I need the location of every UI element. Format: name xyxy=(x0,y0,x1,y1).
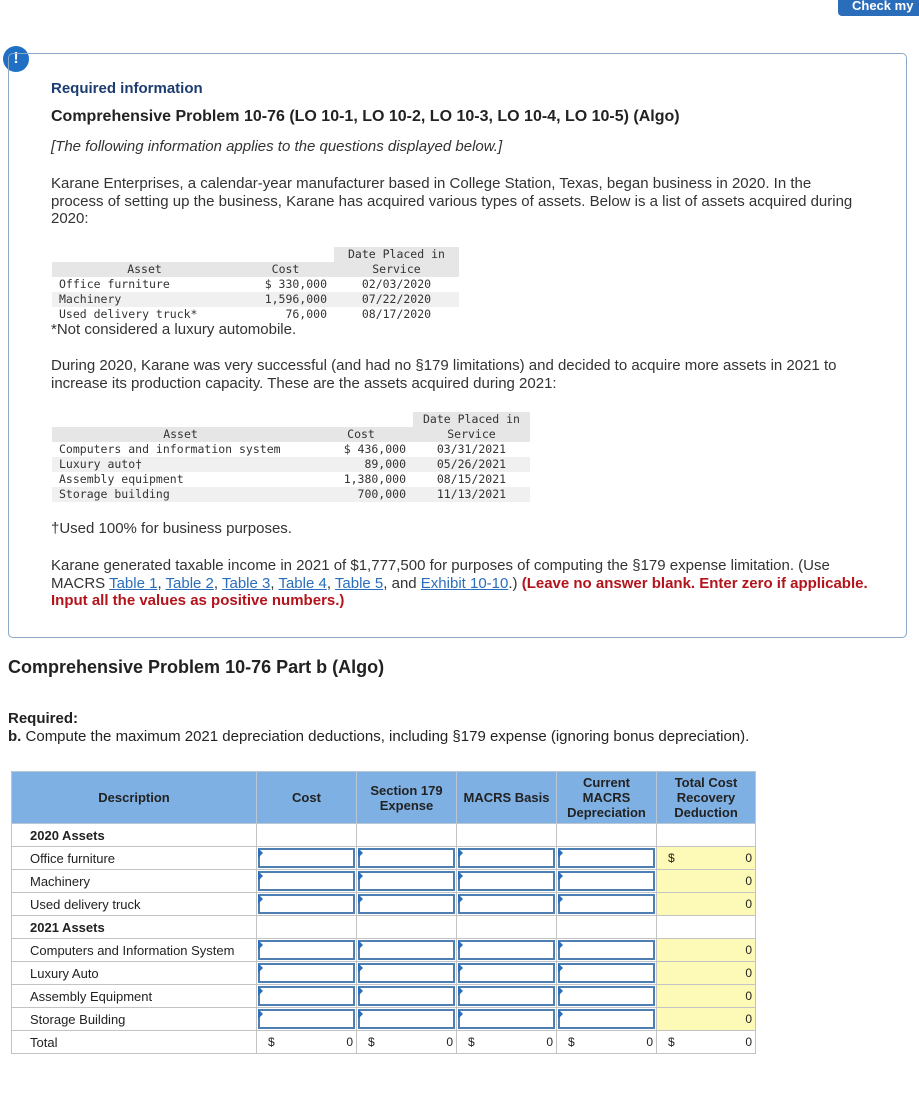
section-179-input[interactable] xyxy=(358,848,455,868)
header-cost: Cost xyxy=(257,772,357,824)
table-row xyxy=(52,442,530,457)
table-row xyxy=(52,292,459,307)
table-header-spacer xyxy=(237,247,334,262)
truck-footnote: *Not considered a luxury automobile. xyxy=(51,321,297,338)
assets-2020-table xyxy=(52,247,459,322)
cost-input[interactable] xyxy=(258,940,355,960)
table-row xyxy=(52,277,459,292)
row-label: Machinery xyxy=(12,870,257,893)
applies-note: [The following information applies to the questions displayed below.] xyxy=(51,138,503,155)
auto-footnote: †Used 100% for business purposes. xyxy=(51,520,292,537)
part-title: Comprehensive Problem 10-76 Part b (Algo) xyxy=(8,657,385,677)
instructions-paragraph: Karane generated taxable income in 2021 of $1,777,500 for purposes of computing the §179 expense limitation. (Use MACRS Table 1, Table 2, Table 3, Table 4, Table 5, and Exhibit 10-10.) (Leave no answer blank. Enter zero if applicable. Input all the values as positive numbers.) xyxy=(51,557,868,609)
macrs-basis-input[interactable] xyxy=(458,871,555,891)
table-row xyxy=(12,870,756,893)
table-header-asset: Asset xyxy=(52,262,237,277)
table-row xyxy=(12,847,756,870)
asset-cell: Computers and information system xyxy=(59,442,281,456)
problem-title: Comprehensive Problem 10-76 (LO 10-1, LO 10-2, LO 10-3, LO 10-4, LO 10-5) (Algo) xyxy=(51,108,680,125)
required-label: Required: xyxy=(8,710,79,727)
row-label: Computers and Information System xyxy=(12,939,257,962)
section-label: 2020 Assets xyxy=(12,824,257,847)
link-exhibit-10-10[interactable]: Exhibit 10-10 xyxy=(420,574,509,592)
table-row xyxy=(52,307,459,322)
total-recovery-cell: 0 xyxy=(657,893,756,916)
total-section-179-cell: $ 0 xyxy=(357,1031,457,1054)
table-row xyxy=(12,893,756,916)
table-header-asset: Asset xyxy=(52,427,309,442)
section-179-input[interactable] xyxy=(358,871,455,891)
section-179-input[interactable] xyxy=(358,963,455,983)
table-row xyxy=(12,962,756,985)
cost-input[interactable] xyxy=(258,1009,355,1029)
macrs-basis-input[interactable] xyxy=(458,1009,555,1029)
macrs-basis-input[interactable] xyxy=(458,986,555,1006)
assets-2021-table xyxy=(52,412,530,502)
table-row xyxy=(12,1008,756,1031)
asset-cell: Luxury auto† xyxy=(52,457,309,472)
section-label: 2021 Assets xyxy=(12,916,257,939)
cost-cell: 1,380,000 xyxy=(343,472,406,486)
section-179-input[interactable] xyxy=(358,894,455,914)
macrs-basis-input[interactable] xyxy=(458,848,555,868)
link-table-5[interactable]: Table 5 xyxy=(334,574,384,592)
header-section-179: Section 179 Expense xyxy=(357,772,457,824)
link-table-2[interactable]: Table 2 xyxy=(165,574,214,592)
table-header-spacer xyxy=(309,412,413,427)
cost-cell: 700,000 xyxy=(309,487,413,502)
second-paragraph: During 2020, Karane was very successful (and had no §179 limitations) and decided to acquire more assets in 2021 to increase its production capacity. These are the assets acquired during 2021: xyxy=(51,357,837,392)
link-table-1[interactable]: Table 1 xyxy=(109,574,158,592)
row-label: Storage Building xyxy=(12,1008,257,1031)
date-cell: 11/13/2021 xyxy=(413,487,530,502)
row-label: Assembly Equipment xyxy=(12,985,257,1008)
required-info-heading: Required information xyxy=(51,80,203,97)
total-recovery-cell: 0 xyxy=(657,1008,756,1031)
current-macrs-input[interactable] xyxy=(558,871,655,891)
cost-cell: $ 436,000 xyxy=(343,442,406,456)
macrs-basis-input[interactable] xyxy=(458,963,555,983)
intro-paragraph: Karane Enterprises, a calendar-year manufacturer based in College Station, Texas, began business in 2020. In the process of setting up the business, Karane has acquired various types of assets. Below is a list of assets acquired during 2020: xyxy=(51,175,853,227)
total-recovery-cell: 0 xyxy=(657,939,756,962)
link-table-4[interactable]: Table 4 xyxy=(278,574,327,592)
table-header-date-line2: Service xyxy=(334,262,459,277)
row-label: Used delivery truck xyxy=(12,893,257,916)
total-macrs-basis-cell: $ 0 xyxy=(457,1031,557,1054)
header-description: Description xyxy=(12,772,257,824)
total-recovery-total-cell: $ 0 xyxy=(657,1031,756,1054)
current-macrs-input[interactable] xyxy=(558,848,655,868)
cost-input[interactable] xyxy=(258,986,355,1006)
instructions-warning: (Leave no answer blank. Enter zero if applicable. Input all the values as positive numbers.) xyxy=(51,574,868,609)
date-cell: 07/22/2020 xyxy=(334,292,459,307)
current-macrs-input[interactable] xyxy=(558,986,655,1006)
date-cell: 08/17/2020 xyxy=(361,307,432,321)
table-row xyxy=(52,457,530,472)
header-current-macrs: Current MACRS Depreciation xyxy=(557,772,657,824)
cost-cell: 89,000 xyxy=(309,457,413,472)
asset-cell: Machinery xyxy=(52,292,237,307)
total-label: Total xyxy=(12,1031,257,1054)
date-cell: 08/15/2021 xyxy=(436,472,507,486)
section-179-input[interactable] xyxy=(358,940,455,960)
table-header-date-line1: Date Placed in xyxy=(413,412,530,427)
total-recovery-cell: 0 xyxy=(657,962,756,985)
header-macrs-basis: MACRS Basis xyxy=(457,772,557,824)
section-179-input[interactable] xyxy=(358,1009,455,1029)
alert-icon: ! xyxy=(3,46,29,72)
total-cost-cell: $ 0 xyxy=(257,1031,357,1054)
asset-cell: Office furniture xyxy=(59,277,170,291)
current-macrs-input[interactable] xyxy=(558,963,655,983)
asset-cell: Assembly equipment xyxy=(59,472,184,486)
total-recovery-cell: 0 xyxy=(657,985,756,1008)
cost-input[interactable] xyxy=(258,871,355,891)
row-label: Office furniture xyxy=(12,847,257,870)
date-cell: 03/31/2021 xyxy=(436,442,507,456)
current-macrs-input[interactable] xyxy=(558,940,655,960)
total-recovery-cell: $ 0 xyxy=(657,847,756,870)
total-recovery-cell: 0 xyxy=(657,870,756,893)
asset-cell: Used delivery truck* xyxy=(59,307,198,321)
table-header-date-line1: Date Placed in xyxy=(334,247,459,262)
table-header-cost: Cost xyxy=(237,262,334,277)
table-header-spacer xyxy=(52,412,309,427)
total-current-macrs-cell: $ 0 xyxy=(557,1031,657,1054)
current-macrs-input[interactable] xyxy=(558,894,655,914)
header-total-cost-recovery: Total Cost Recovery Deduction xyxy=(657,772,756,824)
depreciation-answer-table xyxy=(11,771,756,1054)
macrs-basis-input[interactable] xyxy=(458,940,555,960)
table-header-spacer xyxy=(52,247,237,262)
required-b-text: b. Compute the maximum 2021 depreciation deductions, including §179 expense (ignoring bonus depreciation). xyxy=(8,728,750,745)
cost-cell: 1,596,000 xyxy=(237,292,334,307)
row-label: Luxury Auto xyxy=(12,962,257,985)
asset-cell: Storage building xyxy=(52,487,309,502)
link-table-3[interactable]: Table 3 xyxy=(221,574,271,592)
table-header-cost: Cost xyxy=(309,427,413,442)
cost-input[interactable] xyxy=(258,963,355,983)
date-cell: 05/26/2021 xyxy=(413,457,530,472)
current-macrs-input[interactable] xyxy=(558,1009,655,1029)
table-header-date-line2: Service xyxy=(413,427,530,442)
table-row xyxy=(12,939,756,962)
cost-cell: 76,000 xyxy=(285,307,327,321)
total-row xyxy=(12,1031,756,1054)
cost-input[interactable] xyxy=(258,848,355,868)
section-row-2020 xyxy=(12,824,756,847)
section-179-input[interactable] xyxy=(358,986,455,1006)
table-row xyxy=(52,487,530,502)
table-row xyxy=(52,472,530,487)
cost-cell: $ 330,000 xyxy=(264,277,327,291)
cost-input[interactable] xyxy=(258,894,355,914)
table-row xyxy=(12,985,756,1008)
check-my-work-button[interactable]: Check my xyxy=(838,0,919,16)
macrs-basis-input[interactable] xyxy=(458,894,555,914)
section-row-2021 xyxy=(12,916,756,939)
instructions-text: Karane generated taxable income in 2021 of $1,777,500 for purposes of computing the §179 expense limitation. (Use MACRS xyxy=(51,557,830,592)
date-cell: 02/03/2020 xyxy=(361,277,432,291)
